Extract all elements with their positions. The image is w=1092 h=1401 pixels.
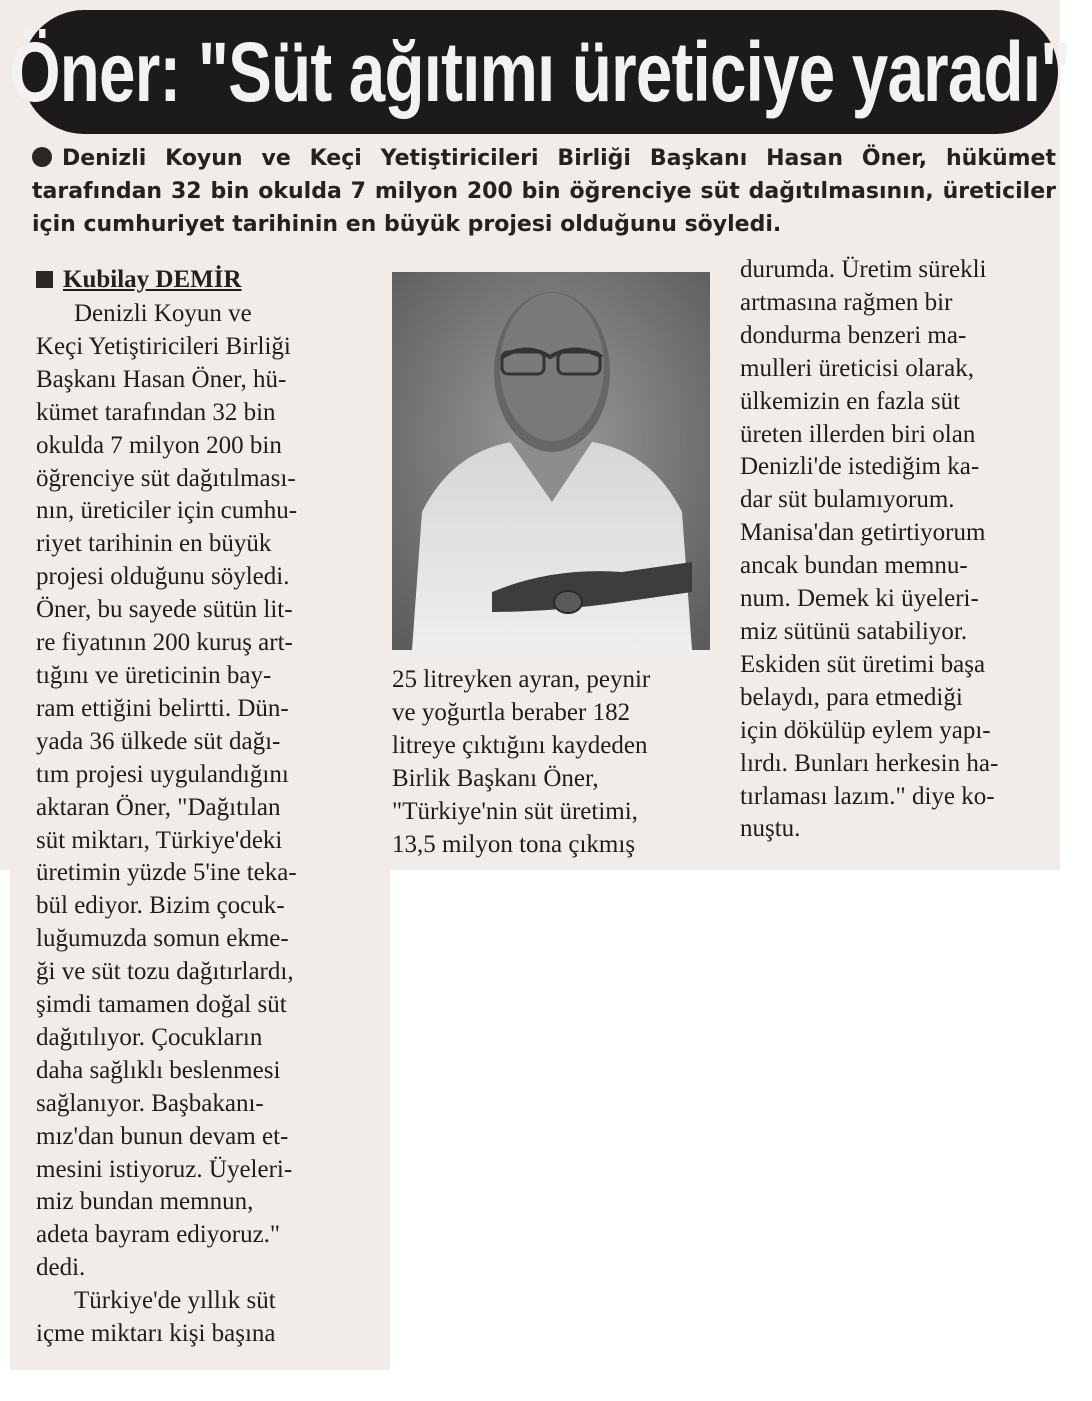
text-line: Türkiye'de yıllık süt [74,1287,276,1315]
text-line: 25 litreyken ayran, peynir [392,666,651,693]
bullet-icon [32,147,52,167]
text-line: ancak bundan memnu- [740,552,968,580]
text-line: ülkemizin en fazla süt [740,387,961,415]
lead-paragraph [32,142,1056,241]
text-line: dağıtılıyor. Çocukların [36,1023,263,1051]
text-line: Birlik Başkanı Öner, [392,764,599,792]
text-line: bül ediyor. Bizim çocuk- [36,892,285,920]
headline: Öner: "Süt ağıtımı üreticiye yaradı" [9,24,1071,119]
text-line: Denizli'de istediğim ka- [740,453,980,481]
text-line: luğumuzda somun ekme- [36,925,289,953]
text-line: mulleri üreticisi olarak, [740,354,974,382]
text-line: sağlanıyor. Başbakanı- [36,1089,264,1117]
text-line: Denizli Koyun ve [74,300,252,327]
square-bullet-icon [36,271,53,288]
column-right [740,254,1040,846]
column-middle [392,664,712,861]
column-left [36,298,366,1351]
headline-banner [9,10,1071,134]
byline [36,266,242,294]
text-line: süt miktarı, Türkiye'deki [36,826,283,854]
text-line: öğrenciye süt dağıtılması- [36,464,296,492]
text-line: aktaran Öner, "Dağıtılan [36,793,281,821]
text-line: ği ve süt tozu dağıtırlardı, [36,958,294,986]
text-line: dondurma benzeri ma- [740,321,967,349]
text-line: içme miktarı kişi başına [36,1320,276,1348]
portrait-photo [392,272,710,650]
text-line: Keçi Yetiştiricileri Birliği [36,332,291,360]
text-line: yada 36 ülkede süt dağı- [36,727,281,755]
text-line: Manisa'dan getirtiyorum [740,519,986,547]
text-line: Eskiden süt üretimi başa [740,650,986,678]
text-line: mız'dan bunun devam et- [36,1122,289,1150]
text-line: riyet tarihinin en büyük [36,530,272,558]
text-line: artmasına rağmen bir [740,288,953,316]
text-line: ram ettiğini belirtti. Dün- [36,694,289,722]
text-line: şimdi tamamen doğal süt [36,991,287,1019]
byline-author: Kubilay DEMİR [63,266,242,293]
text-line: daha sağlıklı beslenmesi [36,1056,281,1084]
text-line: miz bundan memnun, [36,1188,254,1216]
text-line: Öner, bu sayede sütün lit- [36,596,293,624]
text-line: tırlaması lazım." diye ko- [740,782,995,810]
text-line: ve yoğurtla beraber 182 [392,698,631,726]
text-line: mesini istiyoruz. Üyeleri- [36,1155,293,1183]
text-line: tım projesi uygulandığını [36,760,289,788]
text-line: üretimin yüzde 5'ine teka- [36,859,297,887]
text-line: tığını ve üreticinin bay- [36,661,272,689]
text-line: durumda. Üretim sürekli [740,256,987,283]
text-line: num. Demek ki üyeleri- [740,585,979,613]
text-line: "Türkiye'nin süt üretimi, [392,797,638,825]
text-line: belaydı, para etmediği [740,683,963,711]
text-line: lırdı. Bunları herkesin ha- [740,749,999,777]
text-line: miz sütünü satabiliyor. [740,617,968,645]
portrait-photo-icon [392,272,710,650]
text-line: Başkanı Hasan Öner, hü- [36,365,287,393]
text-line: dar süt bulamıyorum. [740,486,955,514]
text-line: üreten illerden biri olan [740,420,976,448]
text-line: 13,5 milyon tona çıkmış [392,830,636,858]
text-line: projesi olduğunu söyledi. [36,563,290,591]
text-line: adeta bayram ediyoruz." [36,1221,281,1249]
text-line: nın, üreticiler için cumhu- [36,497,298,525]
text-line: okulda 7 milyon 200 bin [36,431,282,459]
text-line: re fiyatının 200 kuruş art- [36,629,293,657]
text-line: için dökülüp eylem yapı- [740,716,991,744]
lead-text: Denizli Koyun ve Keçi Yetiştiricileri Birliği Başkanı Hasan Öner, hükümet tarafından 32 bin okulda 7 milyon 200 bin öğrenciye süt dağıtılmasının, üreticiler için cumhuriyet tarihinin en büyük projesi olduğunu söyledi. [32,146,1056,237]
text-line: litreye çıktığını kaydeden [392,731,648,759]
text-line: kümet tarafından 32 bin [36,398,276,426]
text-line: dedi. [36,1254,86,1282]
text-line: nuştu. [740,815,801,843]
